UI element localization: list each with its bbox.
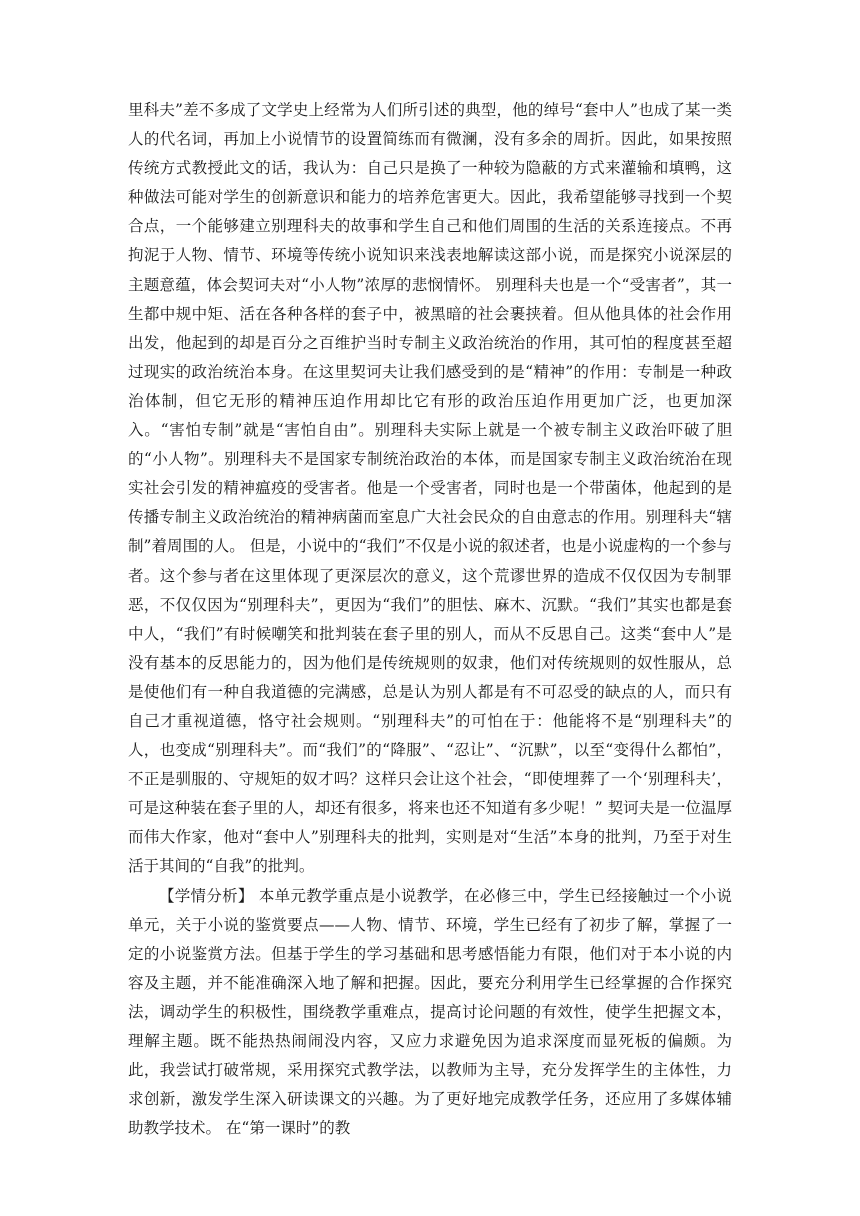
- body-paragraph-student-analysis: 【学情分析】 本单元教学重点是小说教学，在必修三中，学生已经接触过一个小说单元，关于小说的鉴赏要点——人物、情节、环境，学生已经有了初步了解，掌握了一定的小说鉴赏方法。但基于学生的学习基础和思考感悟能力有限，他们对于本小说的内容及主题，并不能准确深入地了解和把握。因此，要充分利用学生已经掌握的合作探究法，调动学生的积极性，围绕教学重难点，提高讨论问题的有效性，使学生把握文本，理解主题。既不能热热闹闹没内容，又应力求避免因为追求深度而显死板的偏颇。为此，我尝试打破常规，采用探究式教学法，以教师为主导，充分发挥学生的主体性，力求创新，激发学生深入研读课文的兴趣。为了更好地完成教学任务，还应用了多媒体辅助教学技术。 在“第一课时”的教: [128, 886, 732, 1138]
- body-paragraph-analysis: 里科夫”差不多成了文学史上经常为人们所引述的典型，他的绰号“套中人”也成了某一类人的代名词，再加上小说情节的设置简练而有微澜，没有多余的周折。因此，如果按照传统方式教授此文的话，我认为：自己只是换了一种较为隐蔽的方式来灌输和填鸭，这种做法可能对学生的创新意识和能力的培养危害更大。因此，我希望能够寻找到一个契合点，一个能够建立别理科夫的故事和学生自己和他们周围的生活的关系连接点。不再拘泥于人物、情节、环境等传统小说知识来浅表地解读这部小说，而是探究小说深层的主题意蕴，体会契诃夫对“小人物”浓厚的悲悯情怀。 别理科夫也是一个“受害者”，其一生都中规中矩、活在各种各样的套子中，被黑暗的社会裹挟着。但从他具体的社会作用出发，他起到的却是百分之百维护当时专制主义政治统治的作用，其可怕的程度甚至超过现实的政治统治本身。在这里契诃夫让我们感受到的是“精神”的作用：专制是一种政治体制，但它无形的精神压迫作用却比它有形的政治压迫作用更加广泛，也更加深入。“害怕专制”就是“害怕自由”。别理科夫实际上就是一个被专制主义政治吓破了胆的“小人物”。别理科夫不是国家专制统治政治的本体，而是国家专制主义政治统治在现实社会引发的精神瘟疫的受害者。他是一个受害者，同时也是一个带菌体，他起到的是传播专制主义政治统治的精神病菌而室息广大社会民众的自由意志的作用。别理科夫“辖制”着周围的人。 但是，小说中的“我们”不仅是小说的叙述者，也是小说虚构的一个参与者。这个参与者在这里体现了更深层次的意义，这个荒谬世界的造成不仅仅因为专制罪恶，不仅仅因为“别理科夫”，更因为“我们”的胆怯、麻木、沉默。“我们”其实也都是套中人，“我们”有时候嘲笑和批判装在套子里的别人，而从不反思自己。这类“套中人”是没有基本的反思能力的，因为他们是传统规则的奴隶，他们对传统规则的奴性服从，总是使他们有一种自我道德的完满感，总是认为别人都是有不可忍受的缺点的人，而只有自己才重视道德，恪守社会规则。“别理科夫”的可怕在于：他能将不是“别理科夫”的人，也变成“别理科夫”。而“我们”的“降服”、“忍让”、“沉默”，以至“变得什么都怕”，不正是驯服的、守规矩的奴才吗？这样只会让这个社会，“即使埋葬了一个‘别理科夫’，可是这种装在套子里的人，却还有很多，将来也还不知道有多少呢！” 契诃夫是一位温厚而伟大作家，他对“套中人”别理科夫的批判，实则是对“生活”本身的批判，乃至于对生活于其间的“自我”的批判。: [128, 101, 732, 876]
- document-body: [128, 96, 732, 1143]
